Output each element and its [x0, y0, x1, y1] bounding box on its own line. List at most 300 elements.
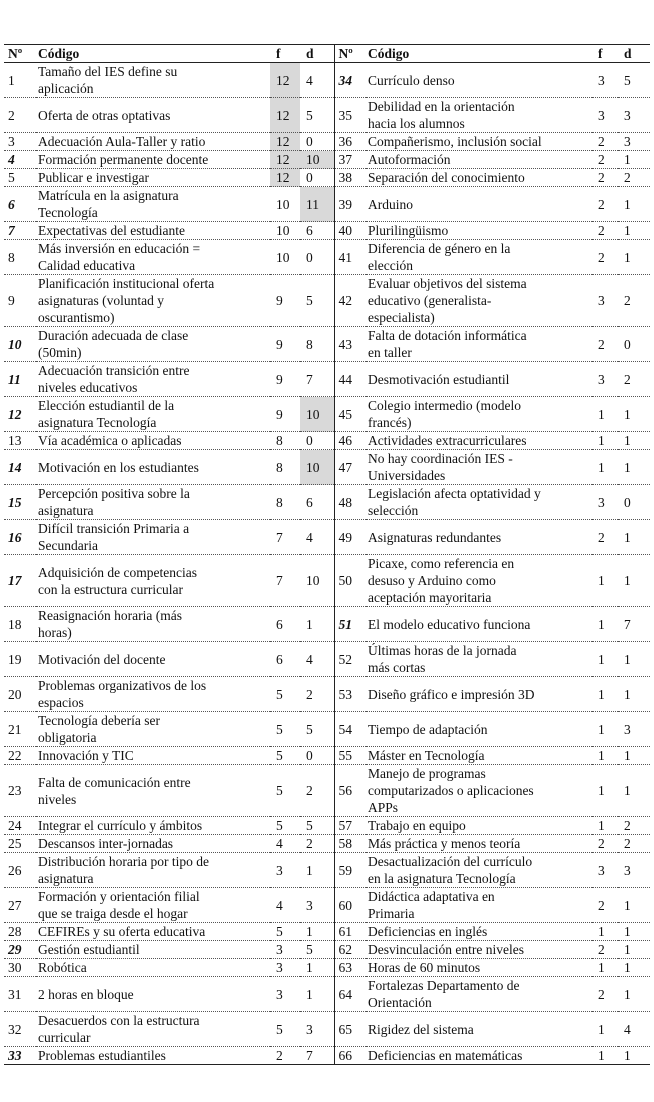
- code-number: 36: [334, 133, 366, 151]
- code-number: 56: [334, 765, 366, 817]
- frequency-value: 5: [270, 923, 300, 941]
- d-value: 11: [300, 187, 334, 222]
- code-number: 28: [4, 923, 36, 941]
- frequency-value: 10: [270, 187, 300, 222]
- frequency-value: 5: [270, 712, 300, 747]
- d-value: 10: [300, 555, 334, 607]
- code-number: 35: [334, 98, 366, 133]
- code-label: Legislación afecta optatividad y selección: [366, 485, 592, 520]
- d-value: 1: [300, 923, 334, 941]
- code-label: Desactualización del currículo en la asignatura Tecnología: [366, 853, 592, 888]
- code-label: Deficiencias en matemáticas: [366, 1047, 592, 1065]
- code-label: Integrar el currículo y ámbitos: [36, 817, 270, 835]
- code-number: 29: [4, 941, 36, 959]
- frequency-value: 1: [592, 555, 618, 607]
- d-value: 4: [300, 642, 334, 677]
- code-label: CEFIREs y su oferta educativa: [36, 923, 270, 941]
- code-number: 14: [4, 450, 36, 485]
- d-value: 1: [300, 977, 334, 1012]
- code-label: Fortalezas Departamento de Orientación: [366, 977, 592, 1012]
- frequency-value: 3: [592, 485, 618, 520]
- code-number: 54: [334, 712, 366, 747]
- code-number: 12: [4, 397, 36, 432]
- code-number: 49: [334, 520, 366, 555]
- code-label: Vía académica o aplicadas: [36, 432, 270, 450]
- table-row: [4, 151, 650, 169]
- table-row: [4, 63, 650, 98]
- frequency-value: 2: [592, 888, 618, 923]
- table-row: [4, 747, 650, 765]
- code-number: 33: [4, 1047, 36, 1065]
- table-row: [4, 520, 650, 555]
- code-number: 53: [334, 677, 366, 712]
- frequency-value: 12: [270, 133, 300, 151]
- d-value: 1: [618, 450, 650, 485]
- code-number: 42: [334, 275, 366, 327]
- frequency-value: 3: [592, 853, 618, 888]
- code-label: Picaxe, como referencia en desuso y Arduino como aceptación mayoritaria: [366, 555, 592, 607]
- frequency-value: 5: [270, 817, 300, 835]
- frequency-value: 10: [270, 240, 300, 275]
- frequency-value: 3: [270, 977, 300, 1012]
- code-label: Falta de dotación informática en taller: [366, 327, 592, 362]
- table-row: [4, 607, 650, 642]
- d-value: 2: [300, 677, 334, 712]
- frequency-value: 1: [592, 923, 618, 941]
- frequency-value: 2: [592, 941, 618, 959]
- d-value: 1: [618, 555, 650, 607]
- code-number: 17: [4, 555, 36, 607]
- frequency-value: 12: [270, 151, 300, 169]
- code-label: Expectativas del estudiante: [36, 222, 270, 240]
- code-label: Separación del conocimiento: [366, 169, 592, 187]
- d-value: 5: [300, 275, 334, 327]
- frequency-value: 3: [592, 63, 618, 98]
- code-label: Falta de comunicación entre niveles: [36, 765, 270, 817]
- code-number: 11: [4, 362, 36, 397]
- frequency-value: 3: [270, 853, 300, 888]
- code-label: Manejo de programas computarizados o aplicaciones APPs: [366, 765, 592, 817]
- code-number: 43: [334, 327, 366, 362]
- code-label: Elección estudiantil de la asignatura Tecnología: [36, 397, 270, 432]
- frequency-value: 1: [592, 1012, 618, 1047]
- d-value: 7: [300, 362, 334, 397]
- frequency-value: 9: [270, 327, 300, 362]
- code-number: 59: [334, 853, 366, 888]
- d-value: 1: [618, 959, 650, 977]
- frequency-value: 6: [270, 642, 300, 677]
- table-row: [4, 169, 650, 187]
- code-label: Currículo denso: [366, 63, 592, 98]
- table-row: [4, 835, 650, 853]
- d-value: 1: [300, 959, 334, 977]
- table-row: [4, 817, 650, 835]
- code-label: Más inversión en educación = Calidad educativa: [36, 240, 270, 275]
- frequency-value: 1: [592, 1047, 618, 1065]
- code-label: Difícil transición Primaria a Secundaria: [36, 520, 270, 555]
- d-value: 3: [618, 853, 650, 888]
- code-number: 19: [4, 642, 36, 677]
- frequency-value: 1: [592, 959, 618, 977]
- frequency-value: 2: [592, 169, 618, 187]
- table-row: [4, 977, 650, 1012]
- code-number: 60: [334, 888, 366, 923]
- code-label: Horas de 60 minutos: [366, 959, 592, 977]
- code-label: Evaluar objetivos del sistema educativo (generalista- especialista): [366, 275, 592, 327]
- code-number: 46: [334, 432, 366, 450]
- code-label: Problemas estudiantiles: [36, 1047, 270, 1065]
- code-label: Compañerismo, inclusión social: [366, 133, 592, 151]
- frequency-value: 7: [270, 520, 300, 555]
- d-value: 7: [618, 607, 650, 642]
- code-label: Trabajo en equipo: [366, 817, 592, 835]
- code-label: Desvinculación entre niveles: [366, 941, 592, 959]
- code-label: Problemas organizativos de los espacios: [36, 677, 270, 712]
- code-label: Didáctica adaptativa en Primaria: [366, 888, 592, 923]
- frequency-value: 5: [270, 747, 300, 765]
- code-label: Duración adecuada de clase (50min): [36, 327, 270, 362]
- d-value: 1: [618, 765, 650, 817]
- d-value: 10: [300, 450, 334, 485]
- code-number: 20: [4, 677, 36, 712]
- code-label: Formación permanente docente: [36, 151, 270, 169]
- code-number: 48: [334, 485, 366, 520]
- header-code: Código: [366, 45, 592, 63]
- code-number: 61: [334, 923, 366, 941]
- code-label: Oferta de otras optativas: [36, 98, 270, 133]
- d-value: 3: [618, 133, 650, 151]
- d-value: 1: [618, 240, 650, 275]
- code-number: 16: [4, 520, 36, 555]
- code-label: Rigidez del sistema: [366, 1012, 592, 1047]
- header-f: f: [592, 45, 618, 63]
- table-row: [4, 98, 650, 133]
- frequency-value: 2: [592, 133, 618, 151]
- frequency-value: 5: [270, 1012, 300, 1047]
- table-row: [4, 240, 650, 275]
- d-value: 4: [300, 520, 334, 555]
- code-number: 4: [4, 151, 36, 169]
- d-value: 1: [618, 941, 650, 959]
- d-value: 0: [300, 747, 334, 765]
- d-value: 5: [618, 63, 650, 98]
- frequency-value: 1: [592, 450, 618, 485]
- code-number: 63: [334, 959, 366, 977]
- code-number: 30: [4, 959, 36, 977]
- code-number: 32: [4, 1012, 36, 1047]
- code-number: 55: [334, 747, 366, 765]
- code-label: Tiempo de adaptación: [366, 712, 592, 747]
- frequency-value: 2: [592, 977, 618, 1012]
- d-value: 1: [618, 677, 650, 712]
- code-label: Motivación del docente: [36, 642, 270, 677]
- code-label: Reasignación horaria (más horas): [36, 607, 270, 642]
- code-number: 2: [4, 98, 36, 133]
- code-label: Distribución horaria por tipo de asignatura: [36, 853, 270, 888]
- code-number: 47: [334, 450, 366, 485]
- d-value: 1: [618, 222, 650, 240]
- frequency-value: 2: [592, 222, 618, 240]
- code-number: 37: [334, 151, 366, 169]
- code-label: Robótica: [36, 959, 270, 977]
- code-number: 62: [334, 941, 366, 959]
- d-value: 3: [300, 888, 334, 923]
- code-label: Descansos inter-jornadas: [36, 835, 270, 853]
- frequency-value: 2: [592, 327, 618, 362]
- code-label: Diseño gráfico e impresión 3D: [366, 677, 592, 712]
- d-value: 1: [300, 853, 334, 888]
- d-value: 2: [300, 765, 334, 817]
- code-label: Debilidad en la orientación hacia los alumnos: [366, 98, 592, 133]
- frequency-value: 3: [270, 941, 300, 959]
- code-number: 31: [4, 977, 36, 1012]
- d-value: 3: [300, 1012, 334, 1047]
- code-number: 7: [4, 222, 36, 240]
- d-value: 2: [618, 169, 650, 187]
- code-number: 65: [334, 1012, 366, 1047]
- frequency-value: 1: [592, 712, 618, 747]
- table-row: [4, 362, 650, 397]
- d-value: 2: [618, 835, 650, 853]
- table-row: [4, 959, 650, 977]
- d-value: 0: [618, 485, 650, 520]
- code-number: 25: [4, 835, 36, 853]
- frequency-value: 1: [592, 607, 618, 642]
- code-number: 5: [4, 169, 36, 187]
- code-number: 58: [334, 835, 366, 853]
- frequency-value: 2: [592, 187, 618, 222]
- code-label: Gestión estudiantil: [36, 941, 270, 959]
- d-value: 6: [300, 485, 334, 520]
- table-row: [4, 187, 650, 222]
- header-number: Nº: [334, 45, 366, 63]
- code-number: 8: [4, 240, 36, 275]
- d-value: 1: [300, 607, 334, 642]
- frequency-value: 2: [592, 835, 618, 853]
- code-number: 57: [334, 817, 366, 835]
- frequency-value: 1: [592, 397, 618, 432]
- d-value: 0: [618, 327, 650, 362]
- code-number: 64: [334, 977, 366, 1012]
- table-row: [4, 275, 650, 327]
- code-number: 44: [334, 362, 366, 397]
- table-row: [4, 432, 650, 450]
- code-number: 52: [334, 642, 366, 677]
- frequency-value: 1: [592, 432, 618, 450]
- code-label: Colegio intermedio (modelo francés): [366, 397, 592, 432]
- table-row: [4, 485, 650, 520]
- code-label: Últimas horas de la jornada más cortas: [366, 642, 592, 677]
- code-label: Deficiencias en inglés: [366, 923, 592, 941]
- code-number: 1: [4, 63, 36, 98]
- table-row: [4, 450, 650, 485]
- code-label: Diferencia de género en la elección: [366, 240, 592, 275]
- code-number: 21: [4, 712, 36, 747]
- table-body: [4, 63, 650, 1065]
- frequency-value: 12: [270, 98, 300, 133]
- d-value: 1: [618, 432, 650, 450]
- d-value: 5: [300, 941, 334, 959]
- frequency-value: 5: [270, 677, 300, 712]
- code-label: 2 horas en bloque: [36, 977, 270, 1012]
- code-label: Tecnología debería ser obligatoria: [36, 712, 270, 747]
- d-value: 2: [618, 817, 650, 835]
- code-number: 6: [4, 187, 36, 222]
- table-row: [4, 1047, 650, 1065]
- table-row: [4, 923, 650, 941]
- d-value: 5: [300, 712, 334, 747]
- code-label: Adecuación transición entre niveles educativos: [36, 362, 270, 397]
- code-label: Adecuación Aula-Taller y ratio: [36, 133, 270, 151]
- frequency-value: 3: [592, 362, 618, 397]
- d-value: 1: [618, 747, 650, 765]
- table-row: [4, 1012, 650, 1047]
- d-value: 1: [618, 977, 650, 1012]
- d-value: 1: [618, 520, 650, 555]
- code-number: 45: [334, 397, 366, 432]
- frequency-value: 12: [270, 63, 300, 98]
- code-number: 39: [334, 187, 366, 222]
- code-number: 10: [4, 327, 36, 362]
- table-row: [4, 677, 650, 712]
- code-label: Publicar e investigar: [36, 169, 270, 187]
- frequency-value: 1: [592, 677, 618, 712]
- frequency-value: 2: [592, 151, 618, 169]
- frequency-value: 9: [270, 275, 300, 327]
- code-label: Autoformación: [366, 151, 592, 169]
- header-f: f: [270, 45, 300, 63]
- d-value: 7: [300, 1047, 334, 1065]
- d-value: 2: [300, 835, 334, 853]
- d-value: 1: [618, 888, 650, 923]
- code-number: 26: [4, 853, 36, 888]
- code-number: 13: [4, 432, 36, 450]
- code-label: Máster en Tecnología: [366, 747, 592, 765]
- code-label: No hay coordinación IES - Universidades: [366, 450, 592, 485]
- d-value: 1: [618, 1047, 650, 1065]
- code-number: 9: [4, 275, 36, 327]
- d-value: 3: [618, 712, 650, 747]
- code-number: 38: [334, 169, 366, 187]
- header-d: d: [618, 45, 650, 63]
- code-label: Actividades extracurriculares: [366, 432, 592, 450]
- frequency-value: 7: [270, 555, 300, 607]
- code-label: Plurilingüismo: [366, 222, 592, 240]
- code-label: Motivación en los estudiantes: [36, 450, 270, 485]
- frequency-value: 9: [270, 362, 300, 397]
- frequency-value: 1: [592, 747, 618, 765]
- table-row: [4, 853, 650, 888]
- code-label: Desacuerdos con la estructura curricular: [36, 1012, 270, 1047]
- d-value: 6: [300, 222, 334, 240]
- frequency-value: 1: [592, 765, 618, 817]
- table-row: [4, 712, 650, 747]
- d-value: 2: [618, 275, 650, 327]
- code-number: 40: [334, 222, 366, 240]
- d-value: 1: [618, 187, 650, 222]
- frequency-value: 6: [270, 607, 300, 642]
- d-value: 3: [618, 98, 650, 133]
- frequency-value: 1: [592, 642, 618, 677]
- frequency-value: 4: [270, 888, 300, 923]
- code-label: Adquisición de competencias con la estructura curricular: [36, 555, 270, 607]
- d-value: 4: [618, 1012, 650, 1047]
- frequency-value: 5: [270, 765, 300, 817]
- table-row: [4, 888, 650, 923]
- frequency-value: 1: [592, 817, 618, 835]
- frequency-value: 3: [592, 275, 618, 327]
- frequency-value: 2: [592, 240, 618, 275]
- frequency-value: 8: [270, 432, 300, 450]
- d-value: 1: [618, 642, 650, 677]
- table-row: [4, 555, 650, 607]
- table-row: [4, 222, 650, 240]
- code-label: Planificación institucional oferta asignaturas (voluntad y oscurantismo): [36, 275, 270, 327]
- code-label: Asignaturas redundantes: [366, 520, 592, 555]
- code-number: 34: [334, 63, 366, 98]
- code-number: 15: [4, 485, 36, 520]
- frequency-value: 2: [592, 520, 618, 555]
- d-value: 5: [300, 817, 334, 835]
- code-label: Arduino: [366, 187, 592, 222]
- frequency-value: 8: [270, 450, 300, 485]
- code-number: 3: [4, 133, 36, 151]
- code-label: Innovación y TIC: [36, 747, 270, 765]
- d-value: 10: [300, 151, 334, 169]
- code-number: 22: [4, 747, 36, 765]
- table-row: [4, 642, 650, 677]
- frequency-value: 9: [270, 397, 300, 432]
- d-value: 5: [300, 98, 334, 133]
- table-header-row: [4, 45, 650, 63]
- code-label: Percepción positiva sobre la asignatura: [36, 485, 270, 520]
- code-number: 23: [4, 765, 36, 817]
- frequency-value: 2: [270, 1047, 300, 1065]
- d-value: 8: [300, 327, 334, 362]
- code-number: 41: [334, 240, 366, 275]
- code-label: Formación y orientación filial que se traiga desde el hogar: [36, 888, 270, 923]
- code-number: 50: [334, 555, 366, 607]
- d-value: 0: [300, 133, 334, 151]
- d-value: 1: [618, 151, 650, 169]
- code-number: 66: [334, 1047, 366, 1065]
- frequency-value: 3: [270, 959, 300, 977]
- code-number: 18: [4, 607, 36, 642]
- table-row: [4, 941, 650, 959]
- code-number: 24: [4, 817, 36, 835]
- d-value: 0: [300, 432, 334, 450]
- frequency-value: 8: [270, 485, 300, 520]
- code-label: El modelo educativo funciona: [366, 607, 592, 642]
- code-label: Matrícula en la asignatura Tecnología: [36, 187, 270, 222]
- code-label: Más práctica y menos teoría: [366, 835, 592, 853]
- d-value: 10: [300, 397, 334, 432]
- d-value: 2: [618, 362, 650, 397]
- codes-frequency-table: [4, 44, 650, 1065]
- d-value: 0: [300, 169, 334, 187]
- code-number: 27: [4, 888, 36, 923]
- code-label: Tamaño del IES define su aplicación: [36, 63, 270, 98]
- d-value: 4: [300, 63, 334, 98]
- frequency-value: 4: [270, 835, 300, 853]
- header-number: Nº: [4, 45, 36, 63]
- frequency-value: 10: [270, 222, 300, 240]
- d-value: 0: [300, 240, 334, 275]
- d-value: 1: [618, 397, 650, 432]
- code-number: 51: [334, 607, 366, 642]
- table-row: [4, 327, 650, 362]
- table-row: [4, 397, 650, 432]
